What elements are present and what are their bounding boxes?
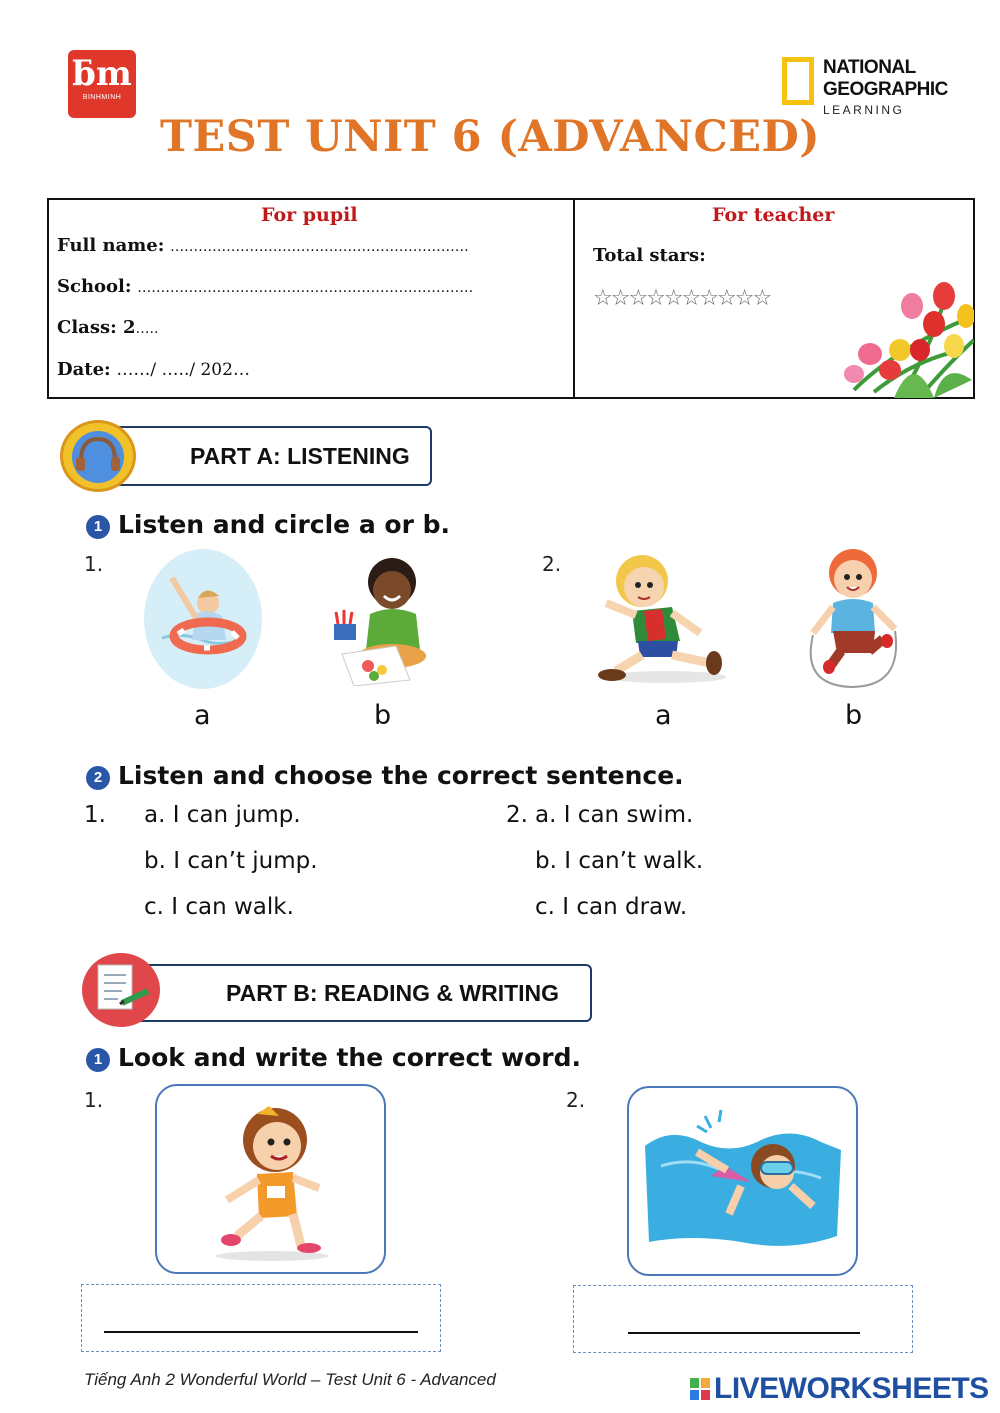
full-name-field[interactable]: Full name: ………………………………………………………. bbox=[57, 235, 469, 256]
option-b-label[interactable]: b bbox=[374, 700, 392, 731]
boy-drawing-icon[interactable] bbox=[330, 550, 440, 686]
headphones-icon bbox=[60, 420, 136, 492]
part-b-title: PART B: READING & WRITING bbox=[226, 980, 560, 1006]
footer-text: Tiếng Anh 2 Wonderful World – Test Unit 6 - Advanced bbox=[84, 1370, 496, 1389]
answer-line bbox=[628, 1332, 860, 1334]
date-field[interactable]: Date: ……/ …../ 202… bbox=[57, 359, 250, 380]
part-a-banner bbox=[100, 426, 432, 486]
running-boy-icon[interactable] bbox=[592, 545, 740, 687]
running-girl-icon bbox=[197, 1096, 347, 1266]
for-teacher-heading: For teacher bbox=[712, 204, 835, 226]
sentence-option[interactable]: c. I can draw. bbox=[535, 894, 688, 920]
answer-line bbox=[104, 1331, 418, 1333]
option-a-label[interactable]: a bbox=[194, 700, 211, 731]
logo-text: BINHMINH bbox=[82, 94, 122, 101]
part-a-q1-heading: 1 Listen and circle a or b. bbox=[86, 510, 450, 539]
part-a-title: PART A: LISTENING bbox=[190, 443, 410, 469]
picture-frame bbox=[627, 1086, 858, 1276]
binh-minh-logo bbox=[68, 50, 136, 118]
option-b-label[interactable]: b bbox=[845, 700, 863, 731]
answer-box[interactable] bbox=[81, 1284, 441, 1352]
item-number: 2. bbox=[566, 1088, 586, 1112]
item-number: 1. bbox=[84, 552, 104, 576]
tulips-icon bbox=[834, 280, 974, 398]
table-divider bbox=[573, 200, 575, 397]
star-rating[interactable]: ☆☆☆☆☆☆☆☆☆☆ bbox=[593, 286, 771, 311]
class-field[interactable]: Class: 2….. bbox=[57, 317, 159, 338]
school-field[interactable]: School: ……………………………………………………………… bbox=[57, 276, 474, 297]
writing-paper-icon bbox=[82, 953, 160, 1027]
sentence-option[interactable]: c. I can walk. bbox=[144, 894, 294, 920]
item-number: 1. bbox=[84, 1088, 104, 1112]
part-b-q1-heading: 1 Look and write the correct word. bbox=[86, 1043, 581, 1072]
sentence-option[interactable]: a. I can swim. bbox=[535, 802, 694, 828]
item-number: 1. bbox=[84, 802, 106, 828]
part-b-banner bbox=[120, 964, 592, 1022]
part-a-q2-heading: 2 Listen and choose the correct sentence. bbox=[86, 761, 684, 790]
yellow-frame-icon bbox=[782, 57, 814, 105]
for-pupil-heading: For pupil bbox=[261, 204, 358, 226]
logo-mark: ƃm bbox=[72, 54, 132, 94]
swimming-man-icon[interactable] bbox=[142, 548, 264, 690]
bullet-icon: 1 bbox=[86, 1048, 110, 1072]
picture-frame bbox=[155, 1084, 386, 1274]
sentence-option[interactable]: b. I can’t walk. bbox=[535, 848, 704, 874]
swimming-girl-icon bbox=[641, 1106, 851, 1256]
ng-logo-text: NATIONAL GEOGRAPHIC bbox=[823, 57, 948, 100]
liveworksheets-logo[interactable]: LIVEWORKSHEETS bbox=[690, 1372, 989, 1406]
ng-learning-text: LEARNING bbox=[823, 103, 905, 117]
sentence-option[interactable]: a. I can jump. bbox=[144, 802, 301, 828]
bullet-icon: 1 bbox=[86, 515, 110, 539]
item-number: 2. bbox=[542, 552, 562, 576]
total-stars-label: Total stars: bbox=[593, 245, 706, 266]
item-number: 2. bbox=[506, 802, 528, 828]
option-a-label[interactable]: a bbox=[655, 700, 672, 731]
sentence-option[interactable]: b. I can’t jump. bbox=[144, 848, 318, 874]
page-title: TEST UNIT 6 (ADVANCED) bbox=[160, 112, 821, 162]
bullet-icon: 2 bbox=[86, 766, 110, 790]
liveworksheets-logo-icon bbox=[690, 1374, 710, 1396]
jump-rope-boy-icon[interactable] bbox=[795, 545, 913, 691]
answer-box[interactable] bbox=[573, 1285, 913, 1353]
info-table bbox=[47, 198, 975, 399]
national-geographic-logo bbox=[782, 57, 952, 117]
